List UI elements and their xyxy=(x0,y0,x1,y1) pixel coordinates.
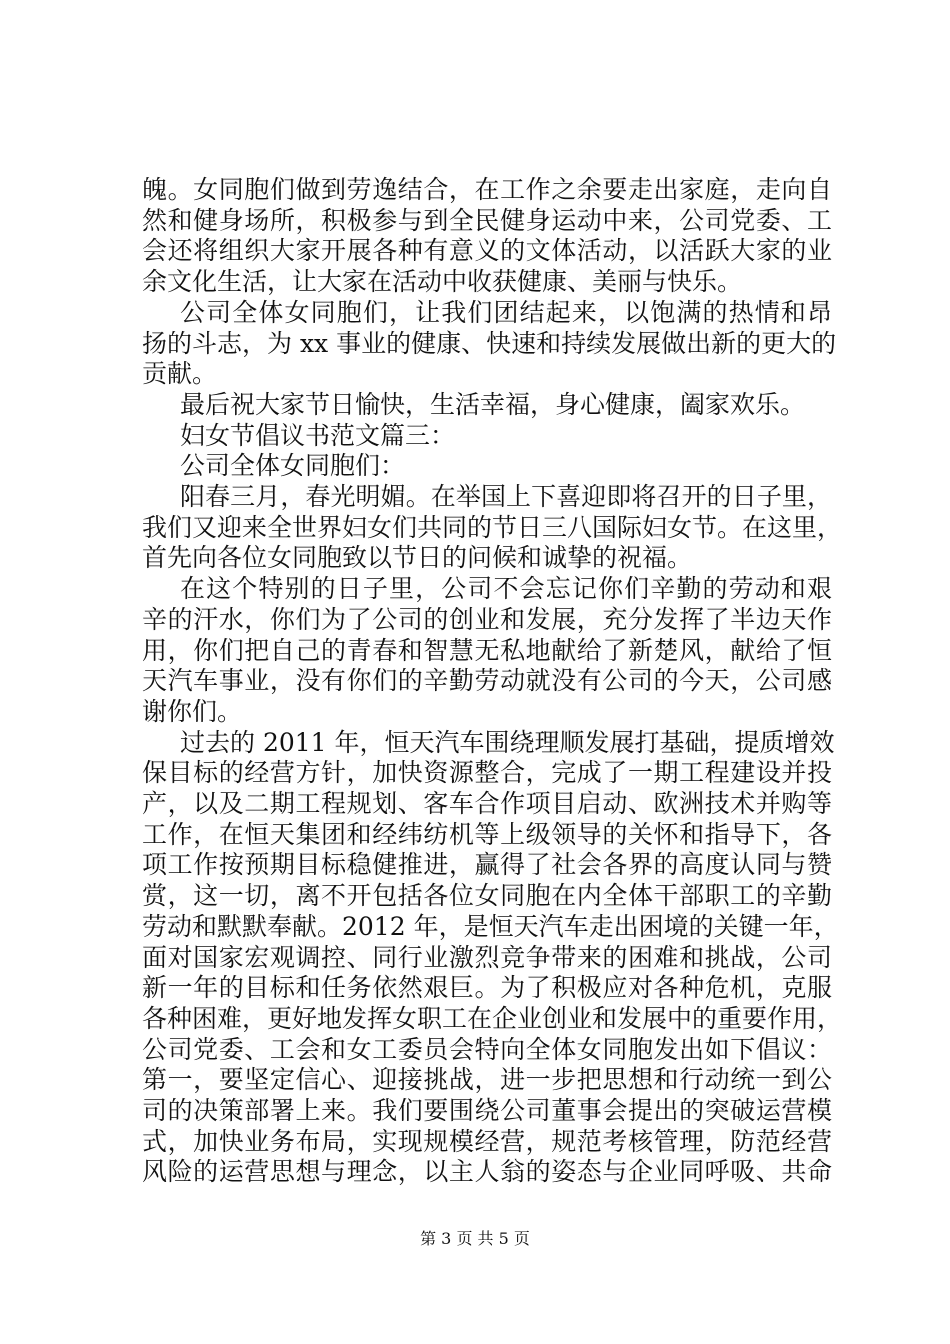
text-line: 风险的运营思想与理念，以主人翁的姿态与企业同呼吸、共命 xyxy=(142,1157,832,1187)
text-line: 保目标的经营方针，加快资源整合，完成了一期工程建设并投 xyxy=(142,758,832,788)
text-line: 项工作按预期目标稳健推进，赢得了社会各界的高度认同与赞 xyxy=(142,850,832,880)
text-line: 赏，这一切，离不开包括各位女同胞在内全体干部职工的辛勤 xyxy=(142,881,832,911)
text-line: 各种困难，更好地发挥女职工在企业创业和发展中的重要作用， xyxy=(142,1003,843,1033)
section-heading: 妇女节倡议书范文篇三： xyxy=(180,420,456,450)
text-line: 在这个特别的日子里，公司不会忘记你们辛勤的劳动和艰 xyxy=(180,574,832,604)
text-line: 工作，在恒天集团和经纬纺机等上级领导的关怀和指导下，各 xyxy=(142,819,832,849)
text-line: 劳动和默默奉献。2012 年，是恒天汽车走出困境的关键一年， xyxy=(142,911,839,941)
text-line: 公司全体女同胞们，让我们团结起来，以饱满的热情和昂 xyxy=(180,297,832,327)
text-line: 司的决策部署上来。我们要围绕公司董事会提出的突破运营模 xyxy=(142,1096,832,1125)
text-line: 阳春三月，春光明媚。在举国上下喜迎即将召开的日子里， xyxy=(180,482,832,511)
page-number-footer: 第 3 页 共 5 页 xyxy=(420,1229,530,1248)
text-line: 扬的斗志，为 xx 事业的健康、快速和持续发展做出新的更大的 xyxy=(142,328,837,358)
text-line: 面对国家宏观调控、同行业激烈竞争带来的困难和挑战，公司 xyxy=(142,942,832,972)
text-line: 第一，要坚定信心、迎接挑战，进一步把思想和行动统一到公 xyxy=(142,1065,832,1095)
text-line: 然和健身场所，积极参与到全民健身运动中来，公司党委、工 xyxy=(142,205,832,235)
text-line: 产，以及二期工程规划、客车合作项目启动、欧洲技术并购等 xyxy=(142,789,832,818)
text-line: 公司党委、工会和女工委员会特向全体女同胞发出如下倡议： xyxy=(142,1034,832,1064)
text-line: 余文化生活，让大家在活动中收获健康、美丽与快乐。 xyxy=(142,267,743,297)
text-line: 会还将组织大家开展各种有意义的文体活动，以活跃大家的业 xyxy=(142,236,832,266)
text-line: 首先向各位女同胞致以节日的问候和诚挚的祝福。 xyxy=(142,543,693,573)
text-line: 辛的汗水，你们为了公司的创业和发展，充分发挥了半边天作 xyxy=(142,604,832,634)
text-line: 贡献。 xyxy=(142,359,218,389)
text-line: 最后祝大家节日愉快，生活幸福，身心健康，阖家欢乐。 xyxy=(180,389,806,419)
text-line: 过去的 2011 年，恒天汽车围绕理顺发展打基础，提质增效 xyxy=(180,727,835,757)
salutation: 公司全体女同胞们： xyxy=(180,451,406,481)
text-line: 魄。女同胞们做到劳逸结合，在工作之余要走出家庭，走向自 xyxy=(142,175,832,204)
text-line: 谢你们。 xyxy=(142,696,243,726)
text-line: 式，加快业务布局，实现规模经营，规范考核管理，防范经营 xyxy=(142,1126,832,1156)
text-line: 用，你们把自己的青春和智慧无私地献给了新楚风，献给了恒 xyxy=(142,635,832,665)
text-line: 我们又迎来全世界妇女们共同的节日三八国际妇女节。在这里， xyxy=(142,512,843,542)
text-line: 新一年的目标和任务依然艰巨。为了积极应对各种危机，克服 xyxy=(142,973,832,1003)
text-line: 天汽车事业，没有你们的辛勤劳动就没有公司的今天，公司感 xyxy=(142,666,832,696)
